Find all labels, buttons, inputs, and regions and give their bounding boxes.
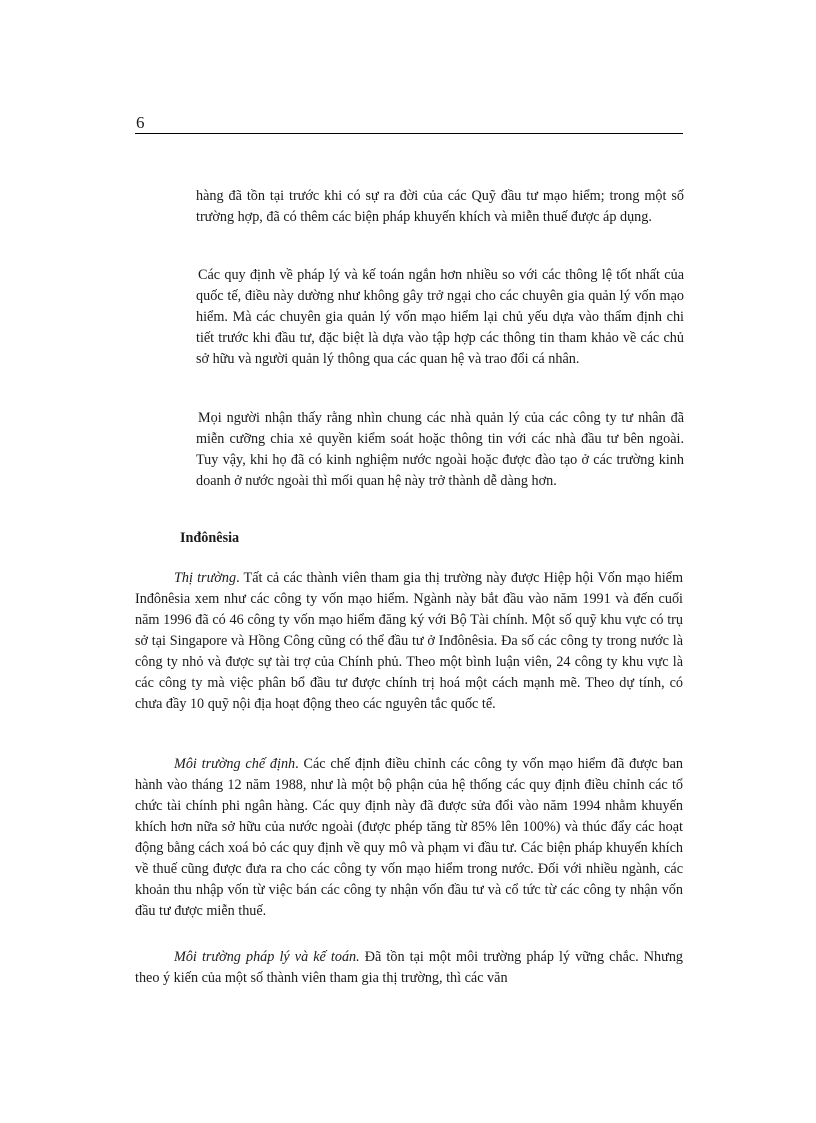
paragraph-regulatory-lead: Môi trường chế định: [174, 756, 296, 772]
paragraph-legal-accounting-text: Đã tồn tại một môi trường pháp lý vững chắc. Nhưng theo ý kiến của một số thành viên tham gia thị trường, thì các văn: [135, 949, 684, 986]
intro-paragraph-1: [196, 186, 684, 228]
intro-paragraph-3: [196, 408, 684, 492]
paragraph-legal-accounting-lead: Môi trường pháp lý và kế toán.: [174, 949, 360, 965]
section-heading: Inđônêsia: [180, 530, 240, 546]
header-rule: [135, 133, 683, 134]
intro-paragraph-3-text: Mọi người nhận thấy rằng nhìn chung các nhà quản lý của các công ty tư nhân đã miễn cưỡng chia xẻ quyền kiểm soát hoặc thông tin với các nhà đầu tư bên ngoài. Tuy vậy, khi họ đã có kinh nghiệm nước ngoài hoặc được đào tạo ở các trường kinh doanh ở nước ngoài thì mối quan hệ này trở thành dễ dàng hơn.: [196, 410, 684, 489]
intro-paragraph-2-text: Các quy định về pháp lý và kế toán ngắn hơn nhiều so với các thông lệ tốt nhất của quốc tế, điều này dường như không gây trở ngại cho các chuyên gia quản lý vốn mạo hiểm. Mà các chuyên gia quản lý vốn mạo hiểm lại chủ yếu dựa vào thẩm định chi tiết trước khi đầu tư, đặc biệt là dựa vào tập hợp các thông tin tham khảo về các chủ sở hữu và người quản lý thông qua các quan hệ và trao đổi cá nhân.: [196, 267, 684, 367]
paragraph-regulatory-text: . Các chế định điều chỉnh các công ty vốn mạo hiểm đã được ban hành vào tháng 12 năm 1988, như là một bộ phận của hệ thống các quy định điều chỉnh các tổ chức tài chính phi ngân hàng. Các quy định này đã được sửa đổi vào năm 1994 nhằm khuyến khích hơn nữa sở hữu của nước ngoài (được phép tăng từ 85% lên 100%) và thúc đẩy các hoạt động bằng cách xoá bỏ các quy định về quy mô và phạm vi đầu tư. Các biện pháp khuyến khích về thuế cũng được đưa ra cho các công ty vốn mạo hiểm trong nước. Đối với nhiều ngành, các khoản thu nhập vốn từ việc bán các công ty nhận vốn đầu tư và cổ tức từ các công ty nhận vốn đầu tư được miễn thuế.: [135, 756, 683, 919]
paragraph-legal-accounting: [135, 947, 683, 989]
paragraph-market-lead: Thị trường: [174, 570, 237, 586]
intro-paragraph-2: [196, 265, 684, 370]
page-number: 6: [136, 113, 145, 132]
intro-paragraph-1-text: hàng đã tồn tại trước khi có sự ra đời của các Quỹ đầu tư mạo hiểm; trong một số trường hợp, đã có thêm các biện pháp khuyến khích và miễn thuế được áp dụng.: [196, 188, 684, 225]
paragraph-market: [135, 568, 683, 715]
paragraph-regulatory: [135, 754, 683, 922]
paragraph-market-text: . Tất cả các thành viên tham gia thị trường này được Hiệp hội Vốn mạo hiểm Inđônêsia xem như các công ty vốn mạo hiểm. Ngành này bắt đầu vào năm 1991 và đến cuối năm 1996 đã có 46 công ty vốn mạo hiểm đăng ký với Bộ Tài chính. Một số quỹ khu vực có trụ sở tại Singapore và Hồng Công cũng có thể đầu tư ở Inđônêsia. Đa số các công ty trong nước là công ty nhỏ và được sự tài trợ của Chính phủ. Theo một bình luận viên, 24 công ty khu vực là các công ty mà việc phân bổ đầu tư được chính trị hoá một cách mạnh mẽ. Theo dự tính, có chưa đầy 10 quỹ nội địa hoạt động theo các nguyên tắc quốc tế.: [135, 570, 683, 712]
